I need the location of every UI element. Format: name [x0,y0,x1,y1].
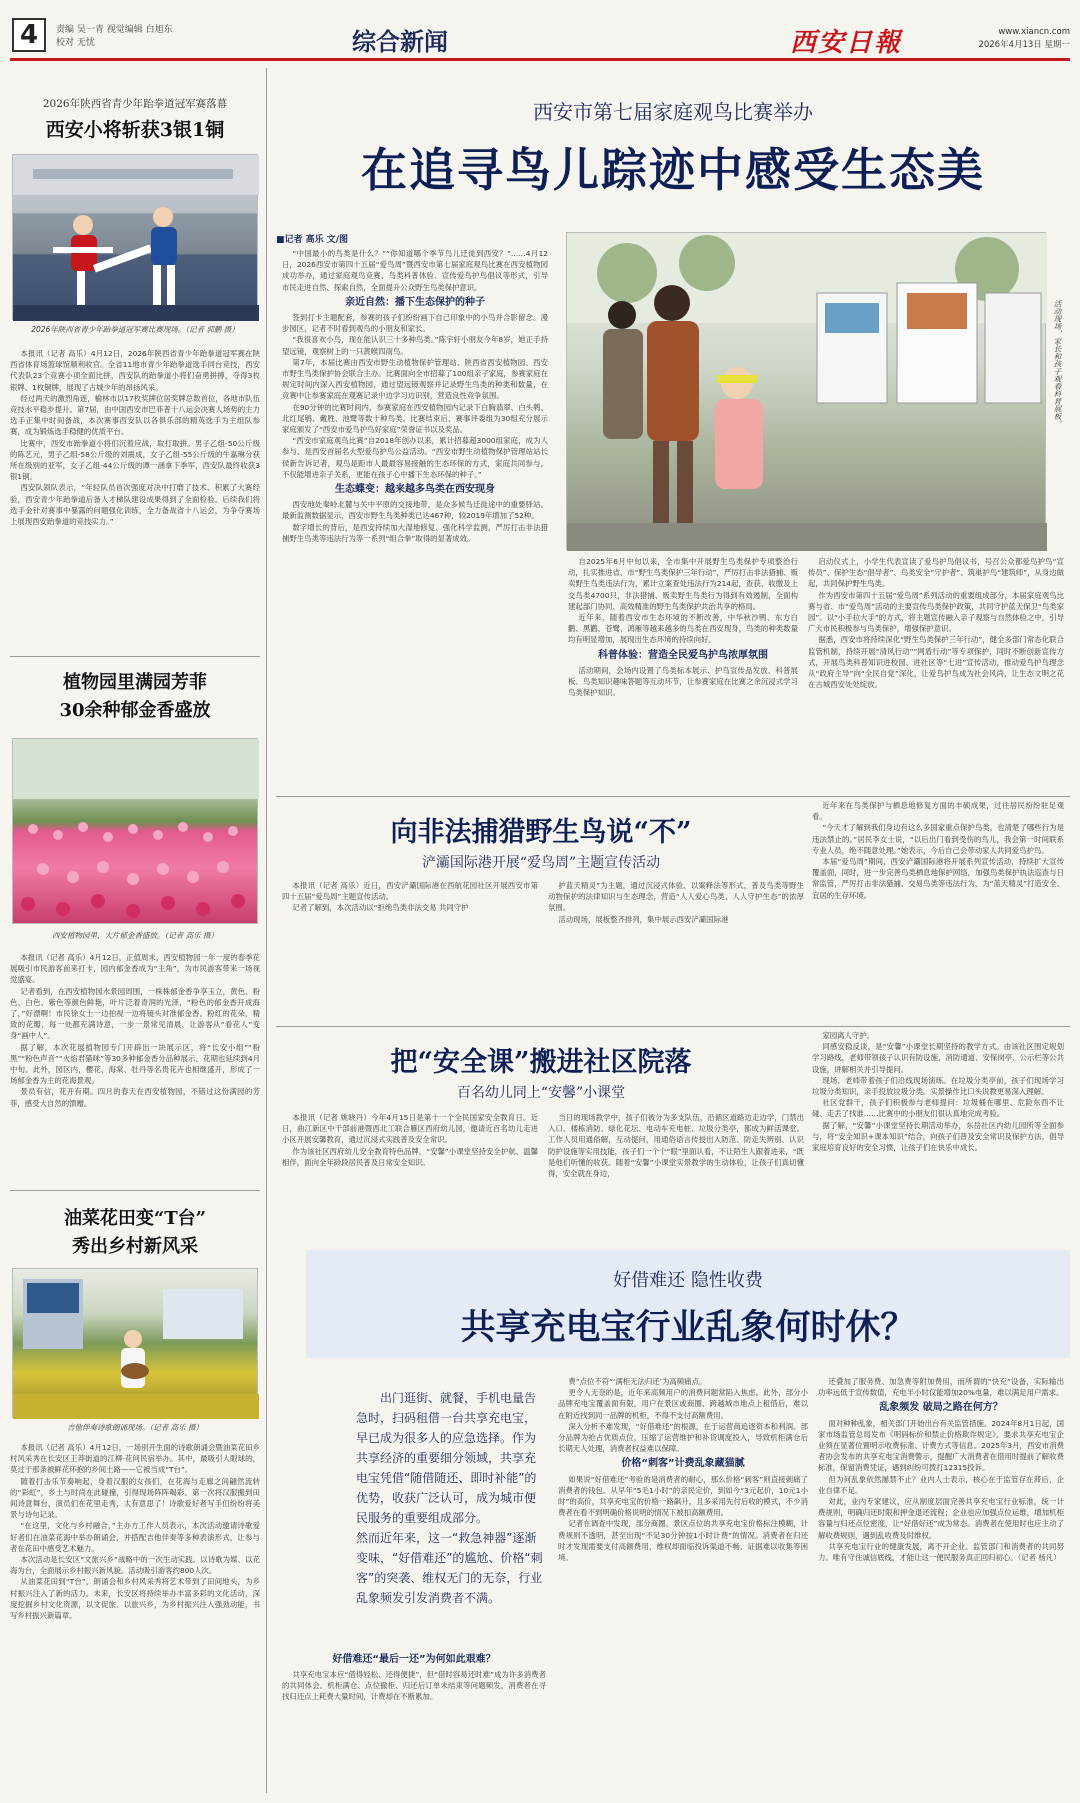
subheading: 生态蝶变：越来越多鸟类在西安现身 [335,484,495,496]
subheading: 科普体验：营造全民爱鸟护鸟浓厚氛围 [598,649,768,661]
paragraph: “我很喜欢小鸟，现在能认识三十多种鸟类。”陈宇轩小朋友今年8岁，她正手持望远镜，观察树上的一只黄喉四雨鸟。 [282,335,548,356]
paragraph: 本次活动是长安区“文旅兴乡”战略中的一次生动实践。以诗歌为媒、以花海为台，全面展示乡村振兴新风貌。活动吸引游客约800人次。 [10,1555,260,1576]
story-headline: 在追寻鸟儿踪迹中感受生态美 [361,143,985,197]
paragraph: 作为该社区西府幼儿安全教育特色品牌，“安馨”小课堂坚持安全护航、温馨相伴，面向全年龄段居民普及日常安全知识。 [282,1146,538,1167]
paragraph: 护蓝天精灵”为主题，通过沉浸式体验、以案释法等形式，普及鸟类等野生动物保护的法律知识与生态理念，营造“人人爱心鸟类、人人守护生态”的浓厚氛围。 [548,881,804,913]
paragraph: 共享充电宝本应“借得轻松、还得便捷”，但“借时容易还时难”成为许多消费者的共同体会。机柜满仓、点位撤柜、归还后订单未结束等问题频发，消费者在寻找归还点上耗费大量时间，计费却在不断累加。 [282,1670,546,1702]
photo-caption-vertical: 活动现场，家长和孩子观看科普展板。 [1053,300,1062,428]
story-body [10,1442,260,1621]
story-subtitle: 百名幼儿同上“安馨”小课堂 [456,1085,626,1101]
concert-photo [12,1268,258,1418]
paragraph: 从油菜花田到“T台”，朗诵会和乡村风采秀将艺术带到了田间地头，为乡村振兴注入了新的活力。未来，长安区将持续举办丰富多彩的文化活动，深度挖掘乡村文化资源，以文促旅、以旅兴乡，为乡村振兴注入强劲动能，书写乡村振兴新篇章。 [10,1577,260,1621]
paragraph: 启动仪式上，小学生代表宣读了爱鸟护鸟倡议书，号召公众都爱鸟护鸟“宣传员”、保护生态“倡导者”、鸟类安全“守护者”、筑巢护鸟“建筑师”，从身边做起，共同保护野生鸟类。 [808,557,1064,589]
header-right [940,26,1070,52]
subheading: 亲近自然：播下生态保护的种子 [345,296,485,308]
safety-headline-block [276,1028,806,1108]
masthead-logo: 西安日報 [790,28,903,58]
tulip-photo [12,738,258,924]
paragraph: 现场，老师带着孩子们沿线现场演练。在垃圾分类亭前，孩子们现场学习垃圾分类知识，亲手投放垃圾分类。实景操作比口头说教更易深入理解。 [812,1075,1064,1097]
paragraph: 同感安稳反谈，是“安馨”小课堂长期坚持的教学方式。由该社区围定规划学习路线，老师带领孩子认识有防设施、消防通道、安保岗亭、公示栏等公共设施，讲解相关并引导提问。 [812,1042,1064,1074]
paragraph: 景员有信，花开有期。四月的春天在西安植物园，不错过这份满园的芳菲，感受大自然的馈赠。 [10,1087,260,1108]
taekwondo-photo [12,154,258,320]
paragraph: 共享充电宝行业的健康发展，离不开企业、监管部门和消费者的共同努力。唯有守住诚信底线，才能让这一便民服务真正回归初心。（记者 杨凡） [818,1541,1064,1563]
paragraph: 还叠加了服务费、加急费等附加费用，而所谓的“快充”设备，实际输出功率远低于宣传数值，充电半小时仅能增加20%电量，难以满足用户需求。 [818,1377,1064,1398]
paragraph: 本报讯（记者 姚晓丹）今年4月15日是第十一个全民国家安全教育日。近日，曲江新区中干部前港暨西北工联合雁区西府幼儿园，邀请近百名幼儿走进小区开展安馨教育，通过沉浸式实践普及安全常识。 [282,1113,538,1145]
charger-col3 [818,1376,1064,1796]
divider [276,796,1070,797]
byline-text: ■记者 高乐 文/图 [276,235,349,245]
paragraph: 但为何乱象依然屡禁不止？业内人士表示，核心在于监管存在滞后，企业自律不足。 [818,1474,1064,1495]
paragraph: 自2025年6月中旬以来，全市集中开展野生鸟类保护专项整治行动，扎实推进省、市“野生鸟类保护三年行动”，严厉打击非法猎捕、贩卖野生鸟类违法行为，累计立案查处违法行为214起，查获、收缴及上交鸟类4700只，非法猎捕、贩卖野生鸟类行为得到有效遏制，全面构建起部门协同、高效精准的野生鸟类保护共治共享的格局。 [568,557,798,611]
hunting-col2 [548,880,804,1020]
paragraph: 深入分析不难发现，“好借难还”的根源，在于运营商追逐资本和利润。部分品牌为抢占优质点位，压缩了运营维护和补货调度投入，导致机柜满仓后长期无人处理，消费者权益难以保障。 [558,1421,808,1454]
story-headline: 把“安全课”搬进社区院落 [390,1047,692,1078]
paragraph: 在90分钟的比赛时间内，参赛家庭在西安植物园内记录下白胸翡翠、白头鹎、北红尾鸲、戴胜、池鹭等数十种鸟类。比赛结束后，赛事评委组为30组充分展示家庭颁发了“西安市爱鸟护鸟好家庭”荣誉证书以及奖品。 [282,402,548,435]
paragraph: 费”点位不符“‘满柜无法归还’为高频痛点。 [568,1377,707,1386]
paragraph: 社区党群干，孩子们积极参与老师提问：垃圾桶在哪里、危险东西不让碰、走丢了找谁……比赛中的小朋友们很认真地完成考验。 [812,1098,1064,1119]
paragraph: 作为西安市第四十五届“爱鸟周”系列活动的重要组成部分，本届家庭观鸟比赛与省、市“爱鸟周”活动的主要宣传鸟类保护政策，共同守护蓝天保卫“鸟类家园”。以“小手拉大手”的方式，将主题宣传融入亲子观察与自然体验之中，引导广大市民积极参与鸟类保护，增强保护意识。 [808,590,1064,634]
paragraph: 数字增长的背后，是西安持续加大湿地修复、强化科学监测，严厉打击非法猎捕野生鸟类等违法行为等一系列“组合拳”取得的显著成效。 [282,522,548,543]
paragraph: 当日的现场教学中，孩子们被分为多支队伍，沿循区道路边走边学，门禁出入口、楼栋消防、绿化花坛、电动车充电桩、垃圾分类亭，都成为鲜活课堂。工作人员用通俗解，互动提问，用通俗语言传授出入防范、防走失辨别、认识防护设施等实用技能，孩子们一个个“眼”里面认看，不让陌生人跟着进来，“既是他们听懂的收获。随着“安馨”小课堂实景教学的生动体验，让孩子们真切懂得，安全就在身边， [548,1113,804,1179]
paragraph: 经过两天的激烈角逐，榆林市以17枚奖牌位居奖牌总数首位，各地市队伍竞技水平稳步提升。第7届，由中国西安市巴菲普十八运会决赛人场势的主力选手正集中时间备战，本次赛事西安队以各俱乐部的精英选手为主组队参赛，成为锻炼选手稳健的优质平台。 [10,393,260,437]
paragraph: 记者了解到，本次活动以“拒绝鸟类非法交易 共同守护 [292,903,469,913]
safety-col2 [548,1112,804,1242]
paragraph: 随着打击乐节奏响起，身着汉服的女孩们，在花海与走廊之间翩然流转的“彩虹”，乡土与时尚在此碰撞，引得现场阵阵喝彩。第一次将汉服搬到田间诗意舞台，演员们在花里走秀，太有意思了！诗歌爱好者写手们纷纷将美景与诗句记录。 [10,1476,260,1520]
website: www.xiancn.com [998,27,1070,37]
bird-event-photo [566,232,1046,550]
paragraph: 据了解，“安馨”小课堂坚持长期活动举办，东岳社区内幼儿园所等全面参与，将“安全知识+课本知识”结合，向孩子们普及安全常识及保护方法，倡导家庭培育良好的安全习惯，让孩子们在快乐中成长。 [812,1120,1064,1153]
safety-col1 [282,1112,538,1242]
story-subtitle: 浐灞国际港开展“爱鸟周”主题宣传活动 [421,855,661,871]
paragraph: 如果说“好借难还”考验的是消费者的耐心，那么价格“刺客”则直接刺痛了消费者的钱包。从早年“5毛1小时”的亲民定价，到如今“3元起价，10元1小时”的高价，共享充电宝的价格一路飙升，且多采用先付后收的模式，不少消费者在看不到明确价格说明的情况下被扣高额费用。 [558,1474,808,1518]
story-body [10,348,260,527]
hunting-col1 [282,880,538,1020]
proofreader: 校对 无忧 [56,38,95,48]
paragraph: 面对种种乱象，相关部门开始出台有关监管措施。2024年8月1日起，国家市场监管总局发布《明码标价和禁止价格欺诈规定》，要求共享充电宝企业须在显著位置明示收费标准、计费方式等信息。2025年3月，西安市消费者协会发布的共享充电宝消费警示，提醒广大消费者在借用时提前了解收费标准，保留消费凭证，遇到纠纷可拨打12315投诉。 [818,1418,1064,1473]
byline [276,232,548,246]
paragraph: 本报讯（记者 高乐）4月12日，一场别开生面的诗歌朗诵会暨油菜花田乡村风采秀在长安区王莽街道的江柳·花间民宿举办。其中，最吸引人眼球的，莫过于那条被鲜花环抱的乡间土路——它被当成“T台”。 [10,1443,260,1475]
paragraph: “今天才了解到我们身边有这么多国家重点保护鸟类，也清楚了哪些行为是违法禁止的。”居民李女士说，“以后出门看到受伤的鸟儿，我会第一时间联系专业人员，绝不随意处理。”她表示，今后自己会带动家人共同爱鸟护鸟。 [812,823,1064,855]
subheading: 乱象频发 破局之路在何方？ [879,1402,1003,1414]
story-kicker: 2026年陕西省青少年跆拳道冠军赛落幕 [42,98,228,110]
paragraph: 西安地处秦岭北麓与关中平原的交接地带，是众多候鸟迁徙途中的重要驿站。最新监测数据显示，西安市野生鸟类种类已达467种，较2019年增加了52种。 [282,500,548,521]
paragraph: 活动现场，展板整齐排列，集中展示西安浐灞国际港 [558,914,729,924]
paragraph: 本报讯（记者 高乐）4月12日，正值周末，西安植物园一年一度的春季花展吸引市民游客前来打卡，园内郁金香成为“主角”，为市民游客带来一场视觉盛宴。 [10,953,260,985]
subheading: 价格“刺客”计费乱象藏猫腻 [621,1458,745,1470]
subheading: 好借难还“最后一还”为何如此艰难？ [332,1654,496,1665]
charger-headline-block [306,1256,1070,1356]
story-headline: 向非法捕猎野生鸟说“不” [390,817,692,848]
bird-col1 [282,248,548,788]
photo-caption: 吉他伴奏诗歌朗诵现场。（记者 高乐 摄） [66,1423,204,1432]
story-kicker: 西安市第七届家庭观鸟比赛举办 [533,100,813,124]
hunting-col3 [812,800,1064,1022]
paragraph: 记者在调查中发现，部分商圈、景区点位的共享充电宝价格标注模糊，计费规则不透明，甚至出现“不足30分钟按1小时计费”的情况。消费者在归还时才发现需要支付高额费用，维权却面临投诉渠道不畅、证据难以收集等困境。 [558,1519,808,1563]
issue-date: 2026年4月13日 星期一 [978,40,1070,50]
paragraph: 近年来在鸟类保护与栖息地修复方面的丰硕成果，过往居民纷纷驻足观看。 [812,801,1064,822]
paragraph: 签到打卡主题配套，参赛的孩子们纷纷画下自己印象中的小鸟并合影留念。漫步园区，记者不时看到观鸟的小朋友和家长。 [282,313,548,334]
safety-col3 [812,1030,1064,1244]
paragraph: 西安队领队表示，“年轻队员首次强度对决中打磨了技术、积累了大赛经验，西安青少年跆拳道后备人才梯队建设成果得到了全面检验。后续我们将选手金针对赛事中暴露的问题强化训练，全力备战省十八运会，为争夺赛场上展现西安跆拳道的竞技实力。” [10,483,260,527]
paragraph: 记者看到，在西安植物园水景园周围，一株株郁金香争享玉立，黄色、粉色、白色、紫色等颜色鲜艳，叶片泛着青润的光泽，“粉色的郁金香开成海了，”好漂啊！市民徐女士一边拍视一边将镜头对准郁金香。粉红的花朵，精致的花瓣，每一处都充满诗意，一步一景常见清晨，让游客从“看花人”变身“画中人”。 [10,986,260,1041]
photo-caption: 西安植物园里，大片郁金香盛放。（记者 高乐 摄） [51,931,219,940]
bird-headline-block [276,94,1070,230]
paragraph: 本报讯（记者 高乐）4月12日，2026年陕西省青少年跆拳道冠军赛在陕西省体育场篮球馆顺利收官。全省11地市青少年跆拳道选手同台竞技，西安代表队23个竞赛小项全面比拼，西安队的跆拳道小将们奋勇拼搏，夺得3枚银牌、1枚铜牌，展现了古城少年的昂扬风采。 [10,349,260,392]
divider [10,1190,260,1191]
divider [10,656,260,657]
rapeseed-story [10,1204,260,1796]
charger-lead [356,1388,546,1605]
paragraph: 本报讯（记者 高乐）近日，西安浐灞国际港在西航花园社区开展西安市第四十五届“爱鸟周”主题宣传活动。 [282,881,538,902]
story-kicker: 好借难还 隐性收费 [613,1270,763,1291]
charger-col2 [558,1376,808,1796]
paragraph: “中国最小的鸟类是什么？”“你知道哪个季节鸟儿迁徙到西安？”……4月12日，2026西安市第四十五届“爱鸟周”暨西安市第七届家庭观鸟比赛在西安植物园成功举办，通过家庭观鸟竞赛、鸟类科普体验、宣传爱鸟护鸟倡议等形式，引导市民走进自然、探索自然，全面提升公众野生鸟类保护意识。 [282,249,548,292]
hunting-headline-block [276,800,806,876]
editor-credits [56,24,173,50]
editors: 责编 吴一青 视觉编辑 白旭东 [56,25,173,35]
paragraph: 据了解，本次花展植物园专门开辟出一块展示区，将“长安小组”“粉黑”“粉色声音”“火焰君猫咪”等30多种郁金香分品种展示，花期也延续到4月中旬。此外，园区内，樱花、海棠、牡丹等名贵花卉也相继盛开，形成了一场郁金香为主的花海景观。 [10,1042,260,1086]
story-body [10,952,260,1109]
paragraph: 比赛中，西安市跆拳道小将们沉着应战，取打取拼。男子乙组-50公斤级的陈艺元，男子乙组-58公斤级的刘震成，女子乙组-55公斤级的牛嘉琳分获所在级别的亚军，女子乙组-44公斤级的谭一涵拿下季军，西安队最终收获3银1铜。 [10,438,260,482]
paragraph: “在这里，文化与乡村融合，”主办方工作人员表示，本次活动邀请诗歌爱好者们在油菜花海中举办朗诵会，并搭配吉他伴奏等多种表演形式，让参与者在花田中感受艺术魅力。 [10,1521,260,1553]
lead-paragraph: 出门逛街、就餐，手机电量告急时，扫码租借一台共享充电宝，早已成为很多人的应急选择。作为共享经济的重要细分领域，共享充电宝凭借“随借随还、即时补能”的优势，收获广泛认可，成为城市便民服务的重要组成部分。 然而近年来，这一“救急神器”逐渐变味，“好借难还”的尴尬、价格“刺客”的突袭、维权无门的无奈，行业乱象频发引发消费者不满。 [356,1391,543,1605]
paragraph: 家园离人守护。 [822,1031,875,1040]
story-headline-line1: 植物园里满园芳菲 [63,672,207,693]
page-number: 4 [12,18,46,52]
story-headline-line1: 油菜花田变“T台” [63,1208,207,1229]
story-headline: 共享充电宝行业乱象何时休？ [460,1307,916,1348]
photo-caption: 2026年陕西省青少年跆拳道冠军赛比赛现场。（记者 郭鹏 摄） [31,325,239,334]
taekwondo-story [10,96,260,656]
paragraph: “西安市家庭观鸟比赛”自2018年创办以来，累计招募超3000组家庭，成为人参与、是西安首届名大型爱鸟护鸟公益活动。“西安市野生动植物保护管理站站长侯新告诉记者，观鸟是距市人最最容易接触的生态环保的方式，家庭共同参与，不仅能增进亲子关系，更能在孩子心中播下生态环保的种子。” [282,436,548,479]
paragraph: 第7年，本届比赛由西安市野生动植物保护管理站、陕西省西安植物园、西安市野生鸟类保护协会联合主办。比赛面向全市招募了100组亲子家庭，参赛家庭在规定时间内深入西安植物园，通过望远镜观察并记录野生鸟类的种类和数量，在竞赛中让参赛家庭在观赛记录中边学习边识别，营造良性竞争氛围。 [282,357,548,401]
story-headline-line2: 30余种郁金香盛放 [59,700,211,721]
paragraph: 对此，业内专家建议，应从制度层面完善共享充电宝行业标准，统一计费规则，明确归还时限和押金退还流程；企业也应加强点位运维，增加机柜容量与归还点位密度，让“好借好还”成为常态。消费者在使用时也应主动了解收费规则，遇到乱收费及时维权。 [818,1497,1064,1540]
story-headline-line2: 秀出乡村新风采 [72,1236,198,1257]
story-headline: 西安小将斩获3银1铜 [45,119,225,141]
bird-col2 [568,556,798,790]
tulip-story [10,668,260,1278]
header-rule [10,58,1070,61]
paragraph: 更令人无奈的是，近年来高频用户的消费问题常陷入焦虑。此外，部分小品牌充电宝覆盖面有限，用户在景区或商圈、跨越城市地点上租借后，难以在附近找到同一品牌的机柜，不得不支付高额费用。 [558,1388,808,1420]
paragraph: 本届“爱鸟周”期间，西安浐灞国际港将开展系列宣传活动，持续扩大宣传覆盖面，同时，进一步完善鸟类栖息地保护网络，加强鸟类保护执法巡查与日常监管，严厉打击非法猎捕、交易鸟类等违法行为，为“蓝天精灵”打造安全、宜居的生存环境。 [812,857,1064,900]
bird-col3 [808,556,1064,790]
paragraph: 近年来，随着西安市生态环境的不断改善，中华秋沙鸭、东方白鹳、黑鹳、苍鹭、鸿雁等越来越多的鸟类在西安现身，鸟类的种类数量均有明显增加，展现出生态环境的持续向好。 [568,613,798,645]
divider [276,1026,1070,1027]
charger-col1 [282,1646,546,1796]
paragraph: 活动期间，会场内设置了鸟类标本展示、护鸟宣传品发放、科普展板、鸟类知识趣味答题等互动环节，让参赛家庭在比赛之余沉浸式学习鸟类保护知识。 [568,665,798,698]
paragraph: 据悉，西安市将持续深化“野生鸟类保护三年行动”，健全多部门常态化联合监管机制，持续开展“清风行动”“网盾行动”等专项保护，同时不断创新宣传方式，开展鸟类科普知识进校园、进社区等“七进”宣传活动，推动爱鸟护鸟理念从“政府主导”向“全民自觉”深化，让爱鸟护鸟成为社会风尚，让生态文明之花在古城西安处处绽放。 [808,635,1064,690]
section-title: 综合新闻 [352,27,448,56]
column-divider [266,68,267,1793]
